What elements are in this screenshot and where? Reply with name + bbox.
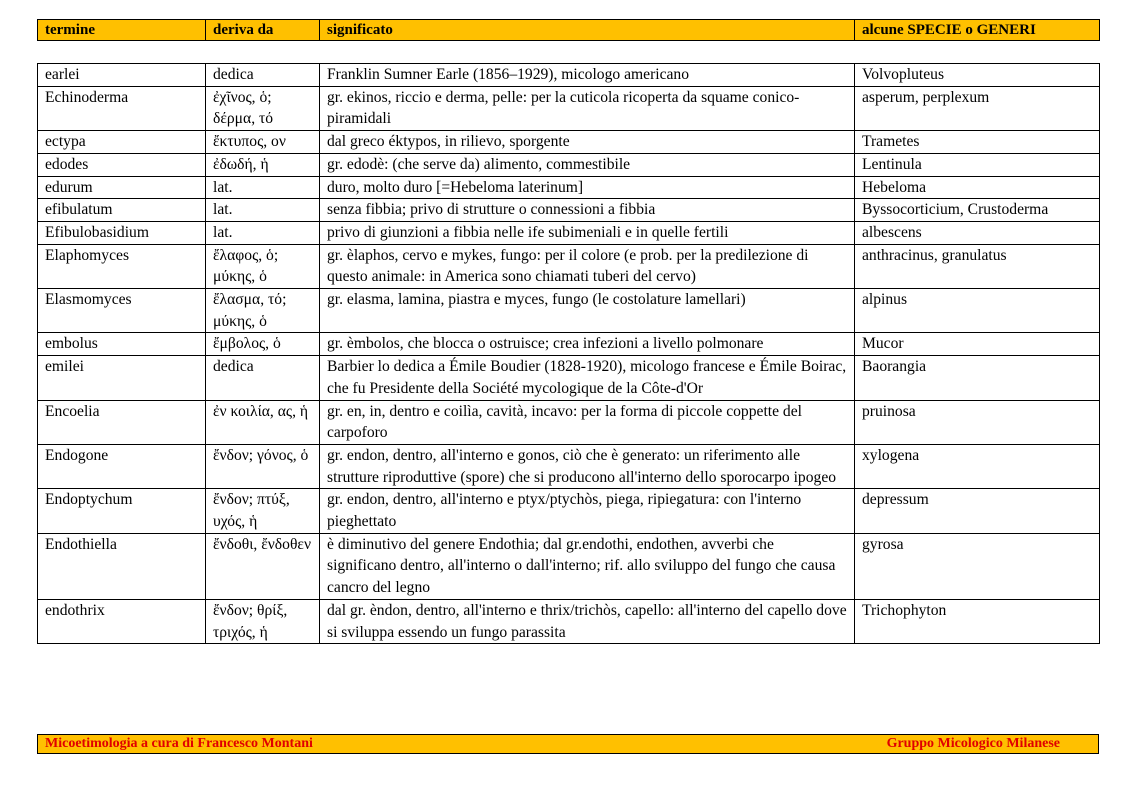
origin-cell: ἐχῖνος, ὁ; δέρμα, τό: [206, 86, 320, 130]
meaning-cell: gr. endon, dentro, all'interno e ptyx/ptychòs, piega, ripiegatura: con l'interno pieghettato: [320, 489, 855, 533]
meaning-cell: dal gr. èndon, dentro, all'interno e thrix/trichòs, capello: all'interno del capello dove si sviluppa essendo un fungo parassita: [320, 599, 855, 643]
header-deriva-da: deriva da: [206, 20, 320, 41]
table-row: [38, 86, 1100, 130]
header-significato: significato: [320, 20, 855, 41]
term-cell: edurum: [38, 176, 206, 199]
table-row: [38, 289, 1100, 333]
table-row: [38, 533, 1100, 599]
table-row: [38, 599, 1100, 643]
origin-cell: lat.: [206, 199, 320, 222]
column-header-bar: [37, 19, 1100, 41]
footer-author: Micoetimologia a cura di Francesco Montani: [45, 736, 313, 751]
term-cell: Efibulobasidium: [38, 221, 206, 244]
header-termine: termine: [38, 20, 206, 41]
species-cell: Lentinula: [855, 153, 1100, 176]
table-row: [38, 244, 1100, 288]
glossary-table: [37, 63, 1100, 644]
term-cell: emilei: [38, 356, 206, 400]
origin-cell: ἔνδον; θρίξ, τριχός, ἡ: [206, 599, 320, 643]
origin-cell: lat.: [206, 176, 320, 199]
term-cell: Elasmomyces: [38, 289, 206, 333]
origin-cell: lat.: [206, 221, 320, 244]
term-cell: earlei: [38, 64, 206, 87]
meaning-cell: gr. èlaphos, cervo e mykes, fungo: per il colore (e prob. per la predilezione di questo animale: in America sono chiamati tuberi del cervo): [320, 244, 855, 288]
origin-cell: ἐδωδή, ἡ: [206, 153, 320, 176]
term-cell: Endothiella: [38, 533, 206, 599]
origin-cell: dedica: [206, 356, 320, 400]
table-row: [38, 333, 1100, 356]
header-specie-generi: alcune SPECIE o GENERI: [855, 20, 1100, 41]
table-row: [38, 400, 1100, 444]
table-row: [38, 176, 1100, 199]
meaning-cell: Franklin Sumner Earle (1856–1929), micologo americano: [320, 64, 855, 87]
species-cell: Mucor: [855, 333, 1100, 356]
table-row: [38, 221, 1100, 244]
term-cell: Encoelia: [38, 400, 206, 444]
meaning-cell: gr. èmbolos, che blocca o ostruisce; crea infezioni a livello polmonare: [320, 333, 855, 356]
footer-group: Gruppo Micologico Milanese: [886, 736, 1060, 751]
species-cell: asperum, perplexum: [855, 86, 1100, 130]
origin-cell: ἔνδον; γόνος, ὁ: [206, 444, 320, 488]
origin-cell: ἔλαφος, ὁ; μύκης, ὁ: [206, 244, 320, 288]
glossary-body: [38, 64, 1100, 644]
footer-bar: [37, 734, 1099, 754]
origin-cell: ἔκτυπος, ον: [206, 131, 320, 154]
table-row: [38, 356, 1100, 400]
species-cell: Trametes: [855, 131, 1100, 154]
meaning-cell: gr. ekinos, riccio e derma, pelle: per la cuticola ricoperta da squame conico-piramidali: [320, 86, 855, 130]
meaning-cell: Barbier lo dedica a Émile Boudier (1828-1920), micologo francese e Émile Boirac, che fu Presidente della Société mycologique de la Côte-d'Or: [320, 356, 855, 400]
term-cell: ectypa: [38, 131, 206, 154]
table-row: [38, 444, 1100, 488]
species-cell: Hebeloma: [855, 176, 1100, 199]
origin-cell: ἔνδον; πτύξ, υχός, ἡ: [206, 489, 320, 533]
table-row: [38, 199, 1100, 222]
species-cell: alpinus: [855, 289, 1100, 333]
table-row: [38, 64, 1100, 87]
meaning-cell: dal greco éktypos, in rilievo, sporgente: [320, 131, 855, 154]
species-cell: Baorangia: [855, 356, 1100, 400]
term-cell: Endogone: [38, 444, 206, 488]
term-cell: Elaphomyces: [38, 244, 206, 288]
table-row: [38, 153, 1100, 176]
species-cell: albescens: [855, 221, 1100, 244]
species-cell: Volvopluteus: [855, 64, 1100, 87]
origin-cell: dedica: [206, 64, 320, 87]
meaning-cell: privo di giunzioni a fibbia nelle ife subimeniali e in quelle fertili: [320, 221, 855, 244]
origin-cell: ἔνδοθι, ἔνδοθεν: [206, 533, 320, 599]
meaning-cell: senza fibbia; privo di strutture o connessioni a fibbia: [320, 199, 855, 222]
term-cell: endothrix: [38, 599, 206, 643]
meaning-cell: gr. en, in, dentro e coilìa, cavità, incavo: per la forma di piccole coppette del carpoforo: [320, 400, 855, 444]
species-cell: Trichophyton: [855, 599, 1100, 643]
species-cell: gyrosa: [855, 533, 1100, 599]
term-cell: edodes: [38, 153, 206, 176]
species-cell: pruinosa: [855, 400, 1100, 444]
term-cell: embolus: [38, 333, 206, 356]
origin-cell: ἐν κοιλία, ας, ἡ: [206, 400, 320, 444]
species-cell: depressum: [855, 489, 1100, 533]
table-row: [38, 489, 1100, 533]
origin-cell: ἔμβολος, ὁ: [206, 333, 320, 356]
meaning-cell: gr. elasma, lamina, piastra e myces, fungo (le costolature lamellari): [320, 289, 855, 333]
term-cell: Endoptychum: [38, 489, 206, 533]
meaning-cell: gr. edodè: (che serve da) alimento, commestibile: [320, 153, 855, 176]
table-row: [38, 131, 1100, 154]
species-cell: Byssocorticium, Crustoderma: [855, 199, 1100, 222]
meaning-cell: duro, molto duro [=Hebeloma laterinum]: [320, 176, 855, 199]
term-cell: Echinoderma: [38, 86, 206, 130]
term-cell: efibulatum: [38, 199, 206, 222]
origin-cell: ἔλασμα, τό; μύκης, ὁ: [206, 289, 320, 333]
meaning-cell: gr. endon, dentro, all'interno e gonos, ciò che è generato: un riferimento alle strutture riproduttive (spore) che si producono all'interno dello sporocarpo ipogeo: [320, 444, 855, 488]
species-cell: anthracinus, granulatus: [855, 244, 1100, 288]
species-cell: xylogena: [855, 444, 1100, 488]
meaning-cell: è diminutivo del genere Endothia; dal gr.endothi, endothen, avverbi che significano dentro, all'interno o dall'interno; rif. allo sviluppo del fungo che causa cancro del legno: [320, 533, 855, 599]
header-row: [38, 20, 1100, 41]
